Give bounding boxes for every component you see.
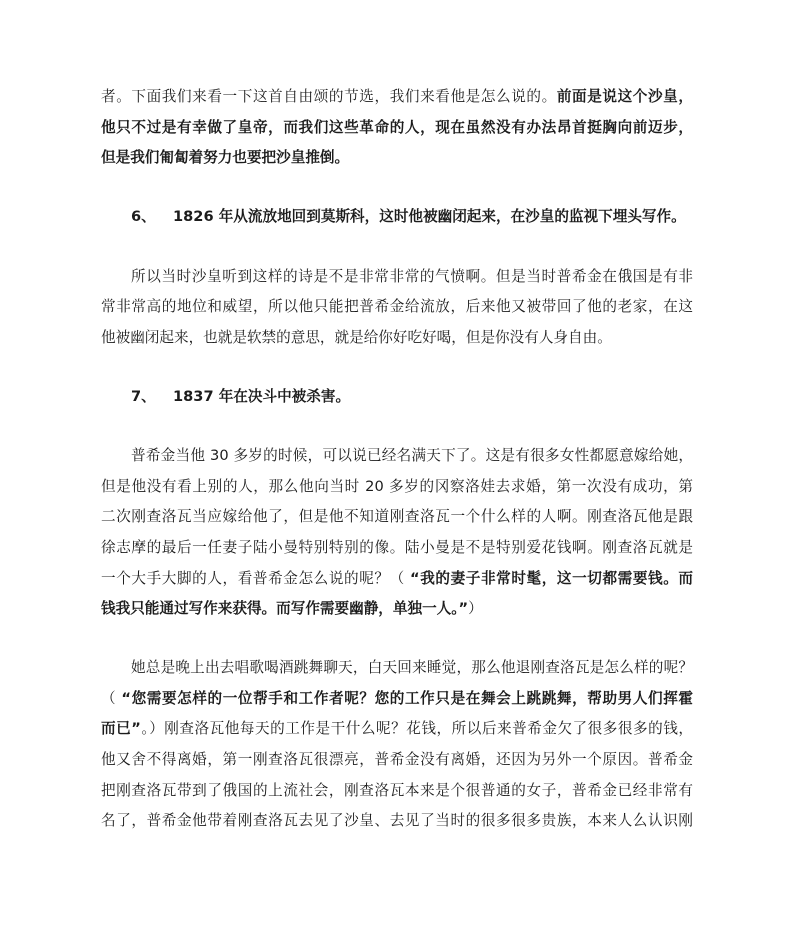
paragraph-line — [101, 113, 693, 144]
paragraph-line — [101, 262, 693, 293]
text-run: 普希金当他 30 多岁的时候，可以说已经名满天下了。这是有很多女性都愿意嫁给她， — [131, 447, 693, 465]
section-number: 7、 — [131, 387, 156, 405]
paragraph-line — [101, 745, 693, 776]
text-run: 把刚查洛瓦带到了俄国的上流社会，刚查洛瓦本来是个很普通的女子，普希金已经非常有 — [101, 781, 693, 799]
paragraph — [101, 653, 693, 837]
text-run: ） — [468, 600, 483, 618]
paragraph-line — [101, 323, 693, 354]
section-heading-line — [101, 382, 693, 413]
text-run: 他又舍不得离婚，第一刚查洛瓦很漂亮，普希金没有离婚，还因为另外一个原因。普希金 — [101, 751, 693, 769]
paragraph-line — [101, 806, 693, 837]
paragraph-line — [101, 472, 693, 503]
text-run: 。）刚查洛瓦他每天的工作是干什么呢？花钱，所以后来普希金欠了很多很多的钱， — [140, 720, 693, 738]
paragraph-line — [101, 533, 693, 564]
paragraph-line — [101, 82, 693, 113]
paragraph-line — [101, 143, 693, 174]
paragraph — [101, 262, 693, 354]
emphasis-text: “您需要怎样的一位帮手和工作者呢？您的工作只是在舞会上跳跳舞，帮助男人们挥霍 — [121, 689, 693, 707]
section-title: 1826 年从流放地回到莫斯科，这时他被幽闭起来，在沙皇的监视下埋头写作。 — [173, 208, 686, 226]
paragraph-line — [101, 441, 693, 472]
emphasis-text: “我的妻子非常时髦，这一切都需要钱。而 — [410, 569, 693, 587]
section-number: 6、 — [131, 208, 156, 226]
paragraph-line — [101, 502, 693, 533]
text-run: 徐志摩的最后一任妻子陆小曼特别特别的像。陆小曼是不是特别爱花钱啊。刚查洛瓦就是 — [101, 538, 693, 556]
section-heading — [101, 202, 693, 233]
section-title: 1837 年在决斗中被杀害。 — [173, 387, 351, 405]
emphasis-text: 钱我只能通过写作来获得。而写作需要幽静，单独一人。” — [101, 600, 469, 618]
text-run: 他被幽闭起来，也就是软禁的意思，就是给你好吃好喝，但是你没有人身自由。 — [101, 328, 612, 346]
text-run: （ — [101, 689, 122, 707]
section-heading-line — [101, 202, 693, 233]
section-heading — [101, 382, 693, 413]
text-run: 二次刚查洛瓦当应嫁给他了，但是他不知道刚查洛瓦一个什么样的人啊。刚查洛瓦他是跟 — [101, 508, 693, 526]
emphasis-text: 前面是说这个沙皇， — [556, 88, 693, 105]
emphasis-text: 但是我们匍匐着努力也要把沙皇推倒。 — [101, 149, 350, 167]
emphasis-text: 他只不过是有幸做了皇帝，而我们这些革命的人，现在虽然没有办法昂首挺胸向前迈步， — [101, 118, 693, 136]
emphasis-text: 而已” — [101, 720, 141, 738]
text-run: 常非常高的地位和威望，所以他只能把普希金给流放，后来他又被带回了他的老家，在这 — [101, 298, 693, 316]
paragraph-line — [101, 564, 693, 595]
paragraph-line — [101, 776, 693, 807]
paragraph-line — [101, 714, 693, 745]
text-run: 所以当时沙皇听到这样的诗是不是非常非常的气愤啊。但是当时普希金在俄国是有非 — [131, 267, 693, 285]
text-run: 者。下面我们来看一下这首自由颂的节选，我们来看他是怎么说的。 — [101, 88, 557, 105]
paragraph-line — [101, 653, 693, 684]
text-run: 一个大手大脚的人，看普希金怎么说的呢？（ — [101, 569, 411, 587]
text-run: 名了，普希金他带着刚查洛瓦去见了沙皇、去见了当时的很多很多贵族，本来人么认识刚 — [101, 812, 693, 830]
paragraph-line — [101, 292, 693, 323]
paragraph-line — [101, 684, 693, 715]
paragraph — [101, 441, 693, 625]
text-run: 她总是晚上出去唱歌喝酒跳舞聊天，白天回来睡觉，那么他退刚查洛瓦是怎么样的呢？ — [131, 659, 693, 677]
text-run: 但是他没有看上别的人，那么他向当时 20 多岁的冈察洛娃去求婚，第一次没有成功，第 — [101, 477, 693, 495]
paragraph-line — [101, 594, 693, 625]
paragraph — [101, 82, 693, 174]
